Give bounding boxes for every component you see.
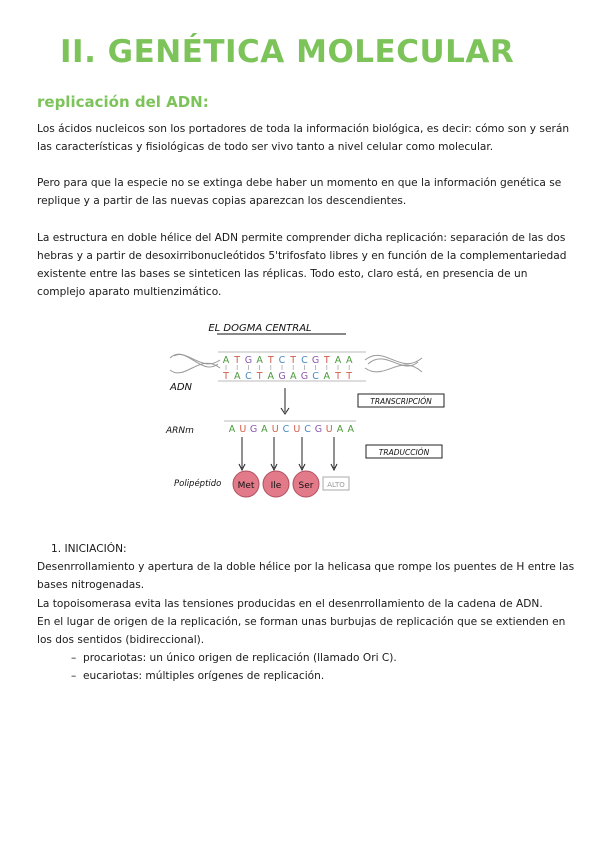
dna-top-base: C — [301, 355, 308, 366]
dna-bottom-base: T — [335, 371, 341, 382]
dna-bottom-base: A — [323, 371, 331, 382]
dna-bottom-base: T — [346, 371, 353, 382]
bullet-procariotas — [37, 649, 577, 667]
dna-top-base: T — [267, 355, 274, 366]
dna-bottom-base: G — [278, 371, 286, 382]
dna-top-base: T — [323, 355, 330, 366]
amino-acid-label: Ser — [298, 481, 314, 491]
dna-helix-right — [365, 355, 422, 372]
dna-bottom-bases — [222, 371, 352, 382]
rna-bases — [229, 424, 355, 435]
stop-label: ALTO — [327, 481, 345, 489]
rna-base: C — [282, 424, 290, 435]
initiation-line-2: La topoisomerasa evita las tensiones producidas en el desenrrollamiento de la cadena de ADN. — [37, 597, 543, 610]
initiation-line-3: En el lugar de origen de la replicación, se forman unas burbujas de replicación que se extienden en los dos sentidos (bidireccional). — [37, 615, 566, 647]
rna-label: ARNm — [166, 426, 194, 436]
bullet-eucariotas — [37, 667, 577, 685]
polypeptide-chain — [233, 471, 319, 497]
dna-bottom-base: T — [223, 371, 229, 382]
dna-top-bases — [223, 355, 353, 366]
paragraph-2: Pero para que la especie no se extinga debe haber un momento en que la información genética se replique y a partir de las nuevas copias aparezcan los descendientes. — [37, 177, 562, 207]
dna-top-base: A — [256, 355, 263, 366]
bullet-dash: – — [71, 652, 77, 665]
rna-base: A — [261, 424, 268, 435]
paragraph-3: La estructura en doble hélice del ADN permite comprender dicha replicación: separación de las dos hebras y a partir de desoxirribonucleótidos 5'trifosfato libres y en función de la complementariedad existente entre las bases se sinteticen las réplicas. Todo esto, claro está, en presencia de un complejo aparato multienzimático. — [37, 232, 567, 298]
rna-base: A — [228, 424, 236, 435]
bullet-dash: – — [71, 670, 77, 683]
rna-base: U — [293, 424, 301, 435]
dna-top-base: A — [334, 355, 342, 366]
dna-top-base: T — [234, 355, 241, 366]
rna-base: U — [271, 424, 279, 435]
dna-top-base: G — [311, 355, 320, 366]
dna-top-base: A — [345, 355, 353, 366]
initiation-heading: 1. INICIACIÓN: — [51, 543, 127, 555]
rna-base: C — [304, 424, 311, 435]
paragraph-1: Los ácidos nucleicos son los portadores de toda la información biológica, es decir: cómo son y serán las características y fisiológicas de todo ser vivo tanto a nivel celular como molecular. — [37, 123, 570, 153]
transcription-label: TRANSCRIPCIÓN — [370, 397, 432, 406]
dna-helix-left — [170, 354, 220, 373]
initiation-line-1: Desenrrollamiento y apertura de la doble hélice por la helicasa que rompe los puentes de H entre las bases nitrogenadas. — [37, 561, 575, 592]
dna-bottom-base: C — [245, 371, 252, 382]
rna-base: G — [314, 424, 323, 435]
dna-top-base: A — [222, 355, 230, 366]
bullet-text: procariotas: un único origen de replicación (llamado Ori C). — [83, 652, 397, 665]
rna-base: G — [249, 424, 258, 435]
dna-bottom-base: A — [233, 371, 241, 382]
section-subtitle: replicación del ADN: — [37, 93, 209, 111]
dna-bottom-base: T — [256, 371, 263, 382]
page-title: II. GENÉTICA MOLECULAR — [60, 34, 515, 70]
diagram-title: EL DOGMA CENTRAL — [208, 323, 312, 334]
translation-arrows — [239, 437, 337, 470]
rna-base: A — [336, 424, 344, 435]
dna-bottom-base: A — [289, 371, 297, 382]
dna-top-base: G — [244, 355, 253, 366]
dna-top-base: T — [290, 355, 297, 366]
translation-label: TRADUCCIÓN — [378, 448, 430, 457]
polypeptide-label: Polipéptido — [174, 479, 222, 489]
dna-label: ADN — [170, 382, 193, 393]
initiation-section — [37, 540, 577, 686]
rna-base: A — [347, 424, 355, 435]
dna-bottom-base: G — [300, 371, 309, 382]
dna-bottom-base: A — [267, 371, 275, 382]
dna-bottom-base: C — [312, 371, 319, 382]
dna-top-base: C — [278, 355, 286, 366]
amino-acid-label: Ile — [270, 481, 282, 491]
bullet-text: eucariotas: múltiples orígenes de replicación. — [83, 670, 325, 683]
central-dogma-diagram — [160, 318, 460, 508]
rna-base: U — [325, 424, 333, 435]
rna-base: U — [239, 424, 247, 435]
amino-acid-label: Met — [237, 481, 255, 491]
